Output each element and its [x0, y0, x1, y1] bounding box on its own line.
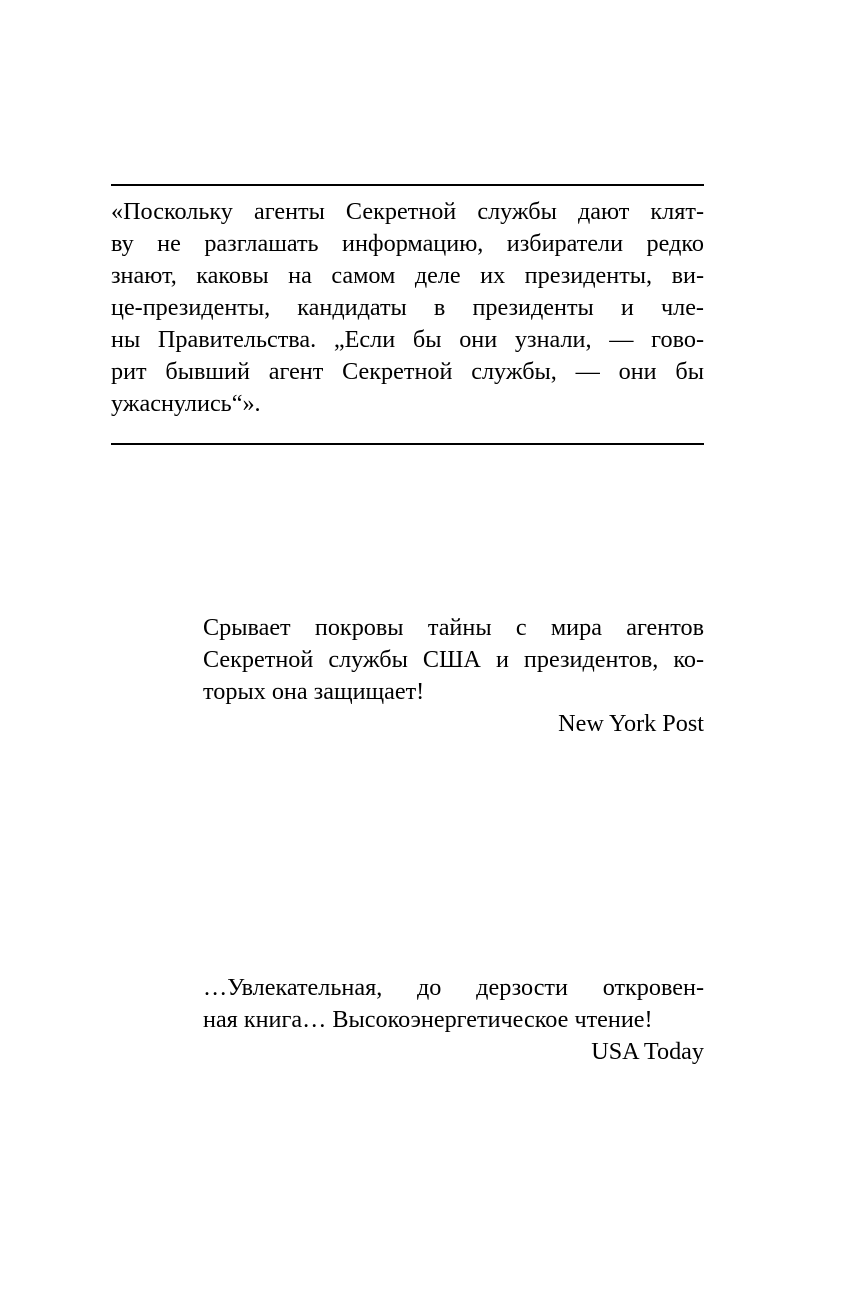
epigraph-text [111, 186, 704, 443]
quote-attribution: New York Post [558, 710, 704, 737]
epigraph-line: це-президенты, кандидаты в президенты и чле- [111, 294, 704, 321]
epigraph-line: ву не разглашать информацию, избиратели редко [111, 230, 704, 257]
epigraph-line: знают, каковы на самом деле их президенты, ви- [111, 262, 704, 289]
quote-line: ная книга… Высокоэнергетическое чтение! [203, 1006, 653, 1033]
quote-line: Секретной службы США и президентов, ко- [203, 646, 704, 673]
praise-quote-usa-today [203, 972, 704, 1068]
epigraph-line: ны Правительства. „Если бы они узнали, — гово- [111, 326, 704, 353]
quote-attribution: USA Today [591, 1038, 704, 1065]
quote-line: торых она защищает! [203, 678, 425, 705]
epigraph-bottom-rule [111, 443, 704, 445]
quote-line: Срывает покровы тайны с мира агентов [203, 614, 704, 641]
praise-quote-new-york-post [203, 612, 704, 740]
epigraph-line: рит бывший агент Секретной службы, — они бы [111, 358, 704, 385]
epigraph-line: «Поскольку агенты Секретной службы дают клят- [111, 198, 704, 225]
epigraph-line: ужаснулись“». [111, 390, 261, 417]
quote-line: …Увлекательная, до дерзости откровен- [203, 974, 704, 1001]
epigraph-block [111, 184, 704, 445]
